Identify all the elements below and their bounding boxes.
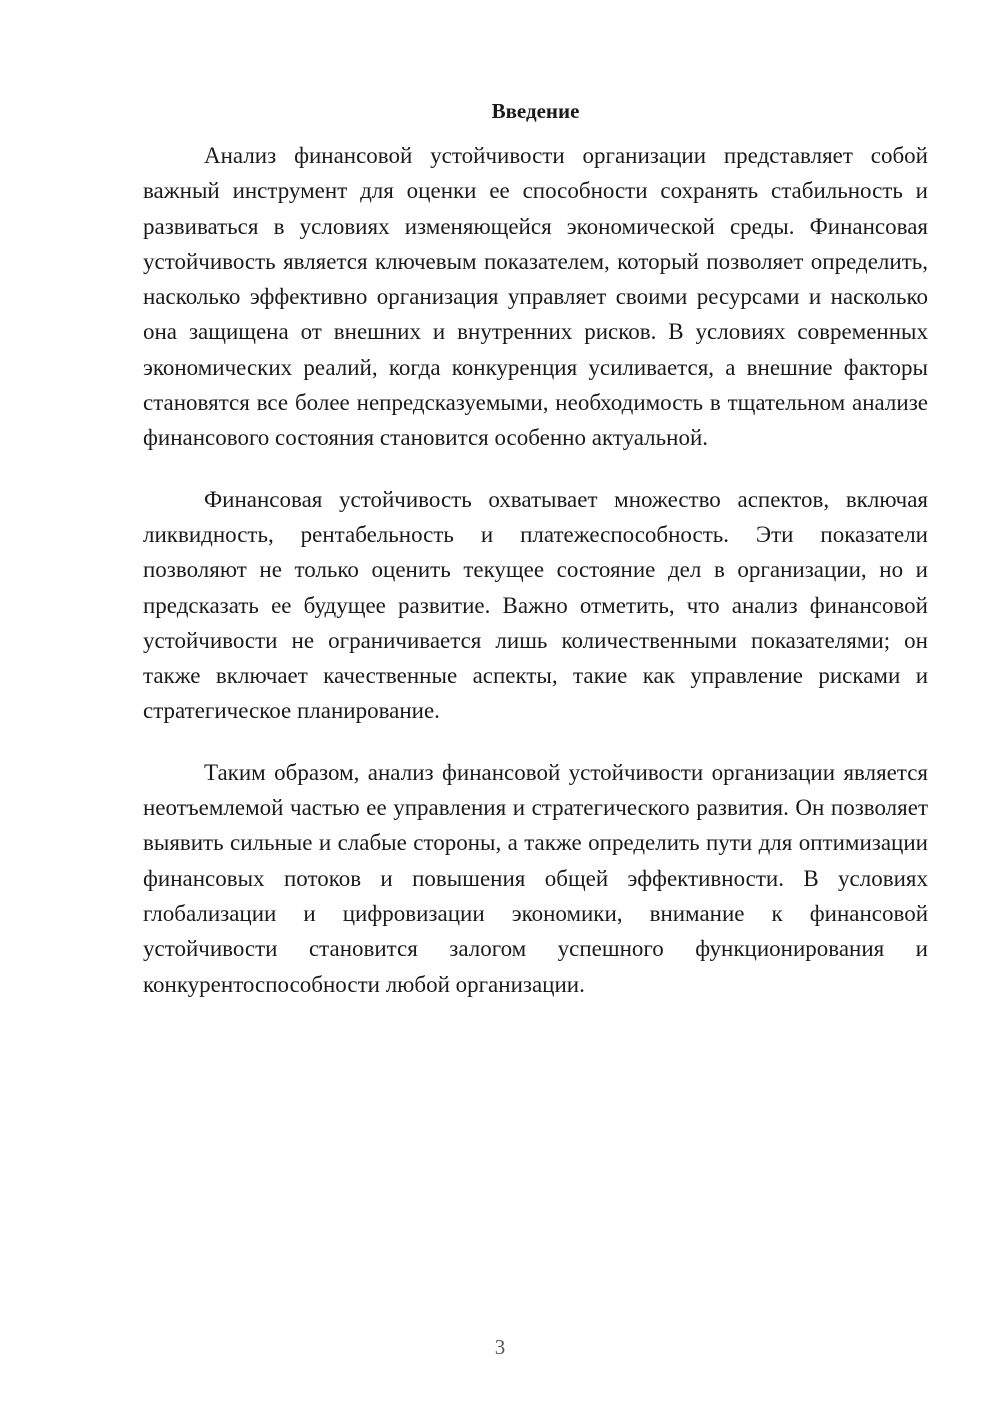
paragraph-1: Анализ финансовой устойчивости организации представляет собой важный инструмент для оценки ее способности сохранять стабильность и развиваться в условиях изменяющейся экономической среды. Финансовая устойчивость является ключевым показателем, который позволяет определить, насколько эффективно организация управляет своими ресурсами и насколько она защищена от внешних и внутренних рисков. В условиях современных экономических реалий, когда конкуренция усиливается, а внешние факторы становятся все более непредсказуемыми, необходимость в тщательном анализе финансового состояния становится особенно актуальной.	[143, 143, 928, 451]
paragraph-3: Таким образом, анализ финансовой устойчивости организации является неотъемлемой частью ее управления и стратегического развития. Он позволяет выявить сильные и слабые стороны, а также определить пути для оптимизации финансовых потоков и повышения общей эффективности. В условиях глобализации и цифровизации экономики, внимание к финансовой устойчивости становится залогом успешного функционирования и конкурентоспособности любой организации.	[143, 759, 928, 997]
page-number: 3	[494, 1335, 506, 1359]
section-heading: Введение	[491, 99, 580, 123]
page-content	[143, 96, 928, 1028]
paragraph-2: Финансовая устойчивость охватывает множество аспектов, включая ликвидность, рентабельность и платежеспособность. Эти показатели позволяют не только оценить текущее состояние дел в организации, но и предсказать ее будущее развитие. Важно отметить, что анализ финансовой устойчивости не ограничивается лишь количественными показателями; он также включает качественные аспекты, такие как управление рисками и стратегическое планирование.	[143, 486, 928, 724]
